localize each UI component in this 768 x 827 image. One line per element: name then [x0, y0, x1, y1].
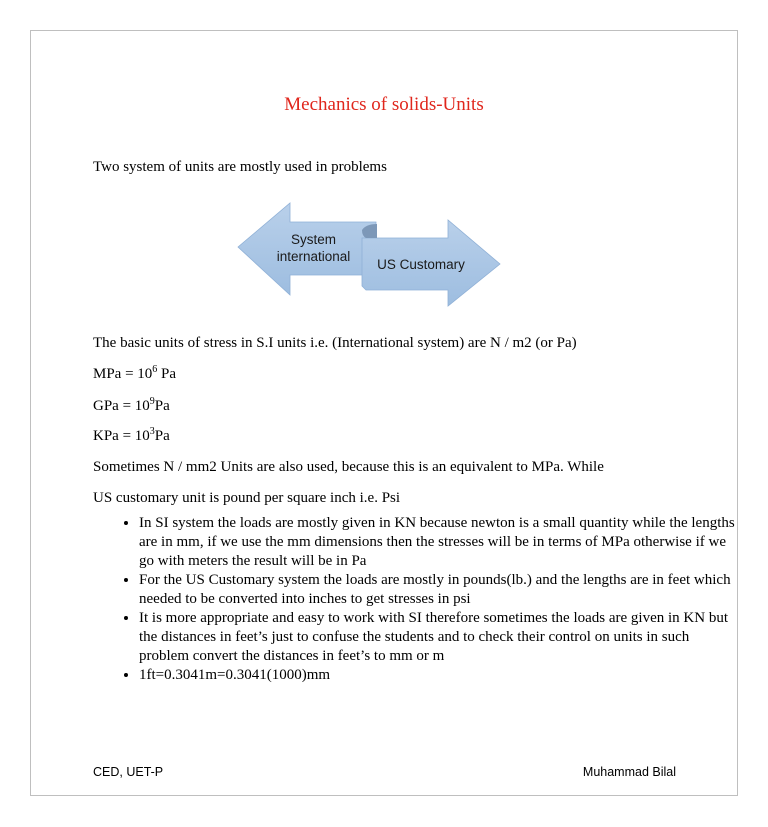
intro-text: Two system of units are mostly used in problems: [93, 159, 387, 175]
equation-kpa: KPa = $10^3Pa$: [93, 426, 170, 444]
list-item: • In SI system the loads are mostly given in KN because newton is a small quantity while the lengths are in mm, if we use the mm dimensions then the stresses will be in terms of MPa otherwise if we go with meters the result will be in Pa: [139, 514, 739, 571]
page-title: Mechanics of solids-Units: [284, 94, 484, 115]
list-item: • 1ft=0.3041m=0.3041(1000)mm: [139, 666, 739, 685]
system-international-label: System international: [276, 232, 351, 264]
psi-text: US customary unit is pound per square inch i.e. Psi: [93, 490, 401, 506]
units-diagram: [236, 200, 506, 315]
footer-right: Muhammad Bilal: [582, 765, 676, 779]
list-item: • For the US Customary system the loads are mostly in pounds(lb.) and the lengths are in feet which needed to be converted into inches to get stresses in psi: [139, 571, 739, 609]
list-item: • It is more appropriate and easy to work with SI therefore sometimes the loads are given in KN but the distances in feet’s just to confuse the students and to check their control on units in such problem convert the distances in feet’s to mm or m: [139, 609, 739, 666]
bullet-list: [93, 514, 739, 685]
footer-left: CED, UET-P: [93, 765, 164, 779]
basic-units-text: The basic units of stress in S.I units i.e. (International system) are N / m2 (or Pa): [93, 335, 577, 351]
equation-gpa: GPa = $10^9Pa$: [93, 396, 170, 414]
us-customary-label: US Customary: [377, 257, 465, 272]
mm2-text: Sometimes N / mm2 Units are also used, because this is an equivalent to MPa. While: [93, 459, 604, 475]
equation-mpa: MPa = $10^6$ Pa: [93, 364, 177, 382]
